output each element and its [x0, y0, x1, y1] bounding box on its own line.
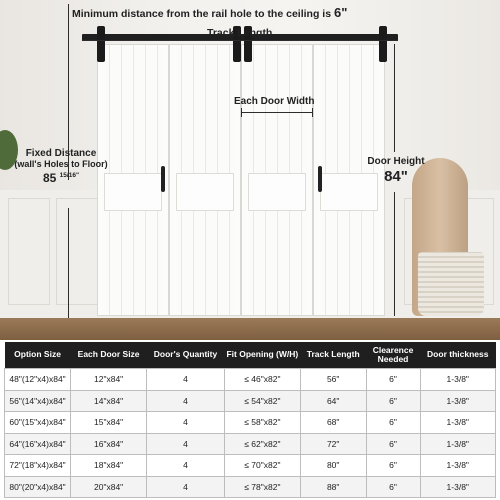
door-height-line	[394, 192, 395, 316]
wall-panel	[56, 198, 98, 305]
table-cell: 80"	[300, 455, 366, 477]
table-cell: 6"	[366, 369, 420, 391]
table-row	[5, 476, 496, 498]
track-length-line	[82, 40, 398, 41]
column-header: Option Size	[5, 342, 71, 369]
column-header: Fit Opening (W/H)	[224, 342, 300, 369]
table-cell: 4	[147, 476, 225, 498]
table-row	[5, 412, 496, 434]
column-header: Door thickness	[420, 342, 495, 369]
table-row	[5, 455, 496, 477]
table-cell: 16"x84"	[71, 433, 147, 455]
table-cell: ≤ 62"x82"	[224, 433, 300, 455]
column-header: Each Door Size	[71, 342, 147, 369]
table-row	[5, 369, 496, 391]
table-cell: 60"(15"x4)x84"	[5, 412, 71, 434]
rail-roller	[97, 26, 105, 62]
table-cell: 6"	[366, 412, 420, 434]
table-cell: 12"x84"	[71, 369, 147, 391]
door-panel-2	[169, 44, 241, 316]
table-cell: 56"	[300, 369, 366, 391]
door-height-line	[394, 44, 395, 152]
table-cell: 4	[147, 369, 225, 391]
table-cell: 72"	[300, 433, 366, 455]
table-cell: ≤ 46"x82"	[224, 369, 300, 391]
table-cell: 20"x84"	[71, 476, 147, 498]
table-cell: 1-3/8"	[420, 412, 495, 434]
table-row	[5, 433, 496, 455]
table-cell: 48"(12"x4)x84"	[5, 369, 71, 391]
table-cell: 14"x84"	[71, 390, 147, 412]
fixed-distance-line	[68, 208, 69, 318]
table-header-row	[5, 342, 496, 369]
table-cell: 6"	[366, 433, 420, 455]
size-options-table	[4, 342, 496, 498]
ceiling-distance-label: Minimum distance from the rail hole to the ceiling is 6"	[72, 5, 348, 20]
wood-floor	[0, 318, 500, 340]
column-header: Door's Quantity	[147, 342, 225, 369]
table-cell: 1-3/8"	[420, 390, 495, 412]
table-cell: 4	[147, 390, 225, 412]
table-cell: 4	[147, 412, 225, 434]
table-cell: 80"(20"x4)x84"	[5, 476, 71, 498]
track-length-label: Track Length	[207, 27, 273, 39]
table-cell: 18"x84"	[71, 455, 147, 477]
door-width-line	[241, 112, 313, 113]
table-cell: 6"	[366, 390, 420, 412]
column-header: Track Length	[300, 342, 366, 369]
fixed-distance-label: Fixed Distance (wall's Holes to Floor) 85 $^{15/16"}$	[14, 148, 108, 185]
door-handle	[318, 166, 322, 192]
column-header: Clearence Needed	[366, 342, 420, 369]
table-cell: 68"	[300, 412, 366, 434]
table-cell: 72"(18"x4)x84"	[5, 455, 71, 477]
table-cell: ≤ 70"x82"	[224, 455, 300, 477]
table-cell: 88"	[300, 476, 366, 498]
table-cell: 1-3/8"	[420, 433, 495, 455]
door-width-tick	[312, 108, 313, 117]
table-cell: 15"x84"	[71, 412, 147, 434]
door-width-label: Each Door Width	[234, 96, 315, 107]
wall-panel	[8, 198, 50, 305]
door-handle	[161, 166, 165, 192]
table-cell: 1-3/8"	[420, 455, 495, 477]
table-cell: 6"	[366, 476, 420, 498]
table-row	[5, 390, 496, 412]
table-cell: 6"	[366, 455, 420, 477]
table-cell: 64"(16"x4)x84"	[5, 433, 71, 455]
laundry-basket	[418, 252, 484, 316]
table-cell: 56"(14"x4)x84"	[5, 390, 71, 412]
table-cell: ≤ 78"x82"	[224, 476, 300, 498]
table-cell: 64"	[300, 390, 366, 412]
rail-roller	[379, 26, 387, 62]
door-width-tick	[241, 108, 242, 117]
table-cell: 1-3/8"	[420, 369, 495, 391]
door-panel-3	[241, 44, 313, 316]
table-cell: ≤ 58"x82"	[224, 412, 300, 434]
door-height-label: Door Height 84"	[367, 156, 425, 185]
table-cell: 4	[147, 433, 225, 455]
table-cell: 4	[147, 455, 225, 477]
table-cell: ≤ 54"x82"	[224, 390, 300, 412]
table-cell: 1-3/8"	[420, 476, 495, 498]
